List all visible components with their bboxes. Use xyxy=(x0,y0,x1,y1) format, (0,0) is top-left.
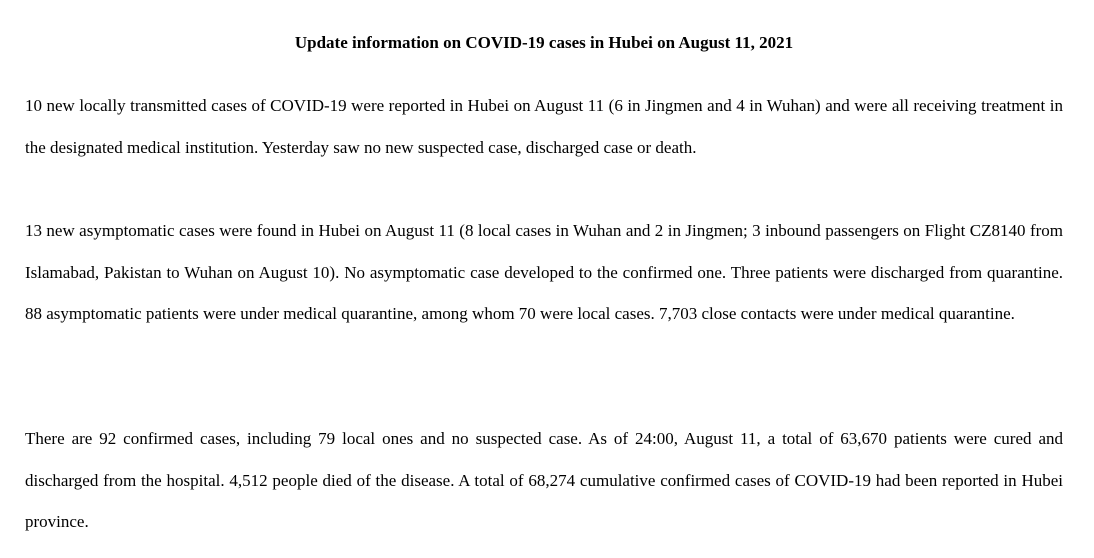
paragraph-new-cases: 10 new locally transmitted cases of COVID-19 were reported in Hubei on August 11 (6 in Jingmen and 4 in Wuhan) and were all receiving treatment in the designated medical institution. Yesterday saw no new suspected case, discharged case or death. xyxy=(25,96,1063,157)
paragraph-cumulative-totals: There are 92 confirmed cases, including 79 local ones and no suspected case. As of 24:00, August 11, a total of 63,670 patients were cured and discharged from the hospital. 4,512 people died of the disease. A total of 68,274 cumulative confirmed cases of COVID-19 had been reported in Hubei province. xyxy=(25,429,1063,531)
page-title: Update information on COVID-19 cases in Hubei on August 11, 2021 xyxy=(294,33,794,52)
paragraph-asymptomatic-cases: 13 new asymptomatic cases were found in Hubei on August 11 (8 local cases in Wuhan and 2 in Jingmen; 3 inbound passengers on Flight CZ8140 from Islamabad, Pakistan to Wuhan on August 10). No asymptomatic case developed to the confirmed one. Three patients were discharged from quarantine. 88 asymptomatic patients were under medical quarantine, among whom 70 were local cases. 7,703 close contacts were under medical quarantine. xyxy=(25,221,1063,323)
